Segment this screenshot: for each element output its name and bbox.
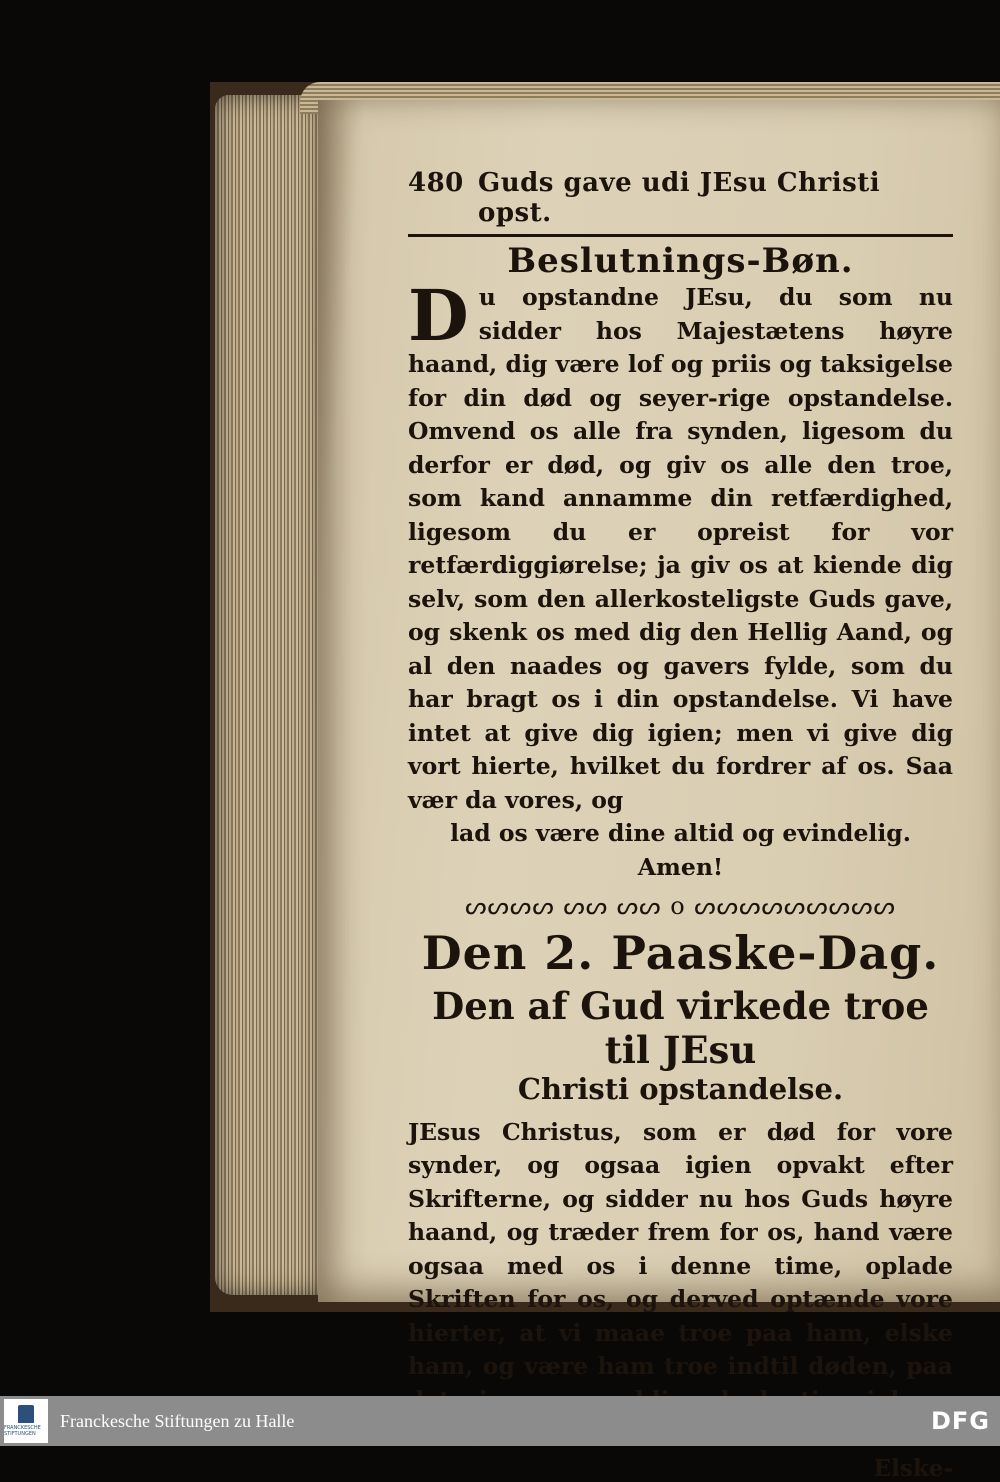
running-title: Guds gave udi JEsu Christi opst. bbox=[478, 168, 881, 228]
prayer-last-line: lad os være dine altid og evindelig. bbox=[450, 819, 911, 847]
body-paragraph: JEsus Christus, som er død for vore synder, og ogsaa igien opvakt efter Skrifterne, og sidder nu hos Guds høyre haand, og træder frem for os, hand være ogsaa med os i denne time, oplade Skriften for os, og derved optænde vore hierter, at vi maae troe paa ham, elske ham, og være ham troe indtil døden, paa bbox=[408, 1117, 953, 1380]
sub-heading: Den af Gud virkede troe til JEsu bbox=[432, 983, 929, 1072]
day-heading: Den 2. Paaske-Dag. bbox=[421, 925, 940, 980]
dfg-logo[interactable]: DFG bbox=[930, 1407, 990, 1435]
stacked-page-edges bbox=[215, 95, 325, 1295]
sub-heading-continued: Christi opstandelse. bbox=[517, 1071, 844, 1106]
logo-text: FRANCKESCHE STIFTUNGEN bbox=[4, 1425, 41, 1437]
prayer-heading: Beslutnings-Bøn. bbox=[507, 241, 854, 281]
institution-logo[interactable] bbox=[4, 1399, 48, 1443]
prayer-amen: Amen! bbox=[637, 852, 724, 881]
drop-cap: D bbox=[408, 274, 469, 357]
prayer-text: u opstandne JEsu, du som nu sidder hos Majestætens høyre haand, dig være lof og priis og taksigelse for din død og seyer-rige opstandelse. Omvend os alle fra synden, ligesom du derfor er død, og giv os alle den troe, som kand annamme din retfærdighed, ligesom du er opreist for vor retfærdiggiørelse; ja giv os at kiende dig selv, som den allerkosteligste Guds gave, og skenk os med dig den Hellig Aand, og al den naades og gavers fylde, som du har bragt os i din opstandelse. Vi have intet at give dig igien; men vi give dig vort hierte, hvilket du fordrer af os. Saa vær da vores, og bbox=[408, 283, 953, 814]
institution-name[interactable]: Franckesche Stiftungen zu Halle bbox=[60, 1410, 295, 1431]
running-head bbox=[408, 168, 953, 228]
footer-bar bbox=[0, 1396, 1000, 1446]
ornament-divider: ᔕᔕᔕᔕ ᔕᔕ ᔕᔕ o ᔕᔕᔕᔕᔕᔕᔕᔕᔕ bbox=[465, 891, 896, 920]
building-icon bbox=[18, 1405, 34, 1423]
header-rule bbox=[408, 234, 953, 237]
page-number: 480 bbox=[408, 168, 464, 198]
catchword: Elske- bbox=[873, 1454, 953, 1482]
prayer-paragraph bbox=[408, 274, 953, 817]
page-content bbox=[408, 168, 953, 1482]
